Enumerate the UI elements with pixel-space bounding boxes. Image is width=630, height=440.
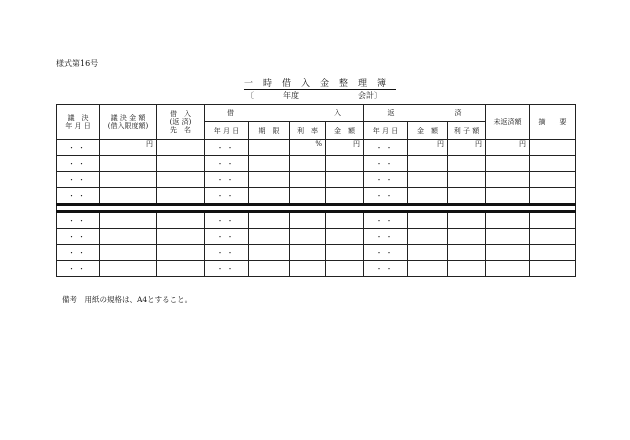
header-resolution-amount: 議 決 金 額 (借入限度額) <box>100 105 157 140</box>
cell-resolution-amount: 円 <box>100 140 157 156</box>
cell-borrow-amount: 円 <box>326 140 364 156</box>
header-lender: 借 入 (返 済) 先 名 <box>157 105 205 140</box>
cell-resolution-date: ・・ <box>57 156 100 172</box>
cell-outstanding: 円 <box>486 140 530 156</box>
document-title <box>0 76 630 89</box>
cell-resolution-date: ・・ <box>57 245 100 261</box>
header-borrowing-group: 借 入 <box>205 105 364 122</box>
cell-borrow-date: ・・ <box>205 245 249 261</box>
footnote: 備考 用紙の規格は、A4とすること。 <box>62 295 193 304</box>
table-row <box>57 245 576 261</box>
cell-repay-date: ・・ <box>364 212 408 229</box>
cell-lender <box>157 140 205 156</box>
table-row <box>57 261 576 277</box>
header-repayment-group: 返 済 <box>364 105 486 122</box>
header-summary: 摘 要 <box>530 105 576 140</box>
cell-resolution-date: ・・ <box>57 188 100 205</box>
header-outstanding: 未返済額 <box>486 105 530 140</box>
table-row <box>57 229 576 245</box>
ledger-table <box>56 104 576 277</box>
cell-summary <box>530 140 576 156</box>
header-repay-date: 年 月 日 <box>364 122 408 140</box>
table-row <box>57 156 576 172</box>
cell-borrow-date: ・・ <box>205 261 249 277</box>
header-borrow-term: 期 限 <box>249 122 290 140</box>
subtitle-account-label: 会計〕 <box>358 91 382 100</box>
form-number: 様式第16号 <box>56 59 99 68</box>
cell-borrow-rate: % <box>290 140 326 156</box>
header-borrow-amount: 金 額 <box>326 122 364 140</box>
subtitle-bracket: 〔 <box>246 91 254 100</box>
table-row <box>57 188 576 205</box>
cell-repay-date: ・・ <box>364 229 408 245</box>
cell-repay-date: ・・ <box>364 261 408 277</box>
table-row <box>57 140 576 156</box>
cell-repay-amount: 円 <box>408 140 448 156</box>
cell-resolution-date: ・・ <box>57 140 100 156</box>
cell-borrow-date: ・・ <box>205 188 249 205</box>
cell-borrow-date: ・・ <box>205 156 249 172</box>
cell-repay-date: ・・ <box>364 245 408 261</box>
header-borrow-rate: 利 率 <box>290 122 326 140</box>
document-title-text: 一時借入金整理簿 <box>243 79 396 89</box>
cell-borrow-date: ・・ <box>205 172 249 188</box>
cell-resolution-date: ・・ <box>57 229 100 245</box>
table-row <box>57 212 576 229</box>
cell-resolution-date: ・・ <box>57 261 100 277</box>
header-repay-interest: 利 子 額 <box>448 122 486 140</box>
header-resolution-date: 議 決 年 月 日 <box>57 105 100 140</box>
table-row <box>57 172 576 188</box>
header-borrow-date: 年 月 日 <box>205 122 249 140</box>
cell-resolution-date: ・・ <box>57 212 100 229</box>
cell-borrow-date: ・・ <box>205 140 249 156</box>
header-repay-amount: 金 額 <box>408 122 448 140</box>
cell-repay-date: ・・ <box>364 188 408 205</box>
cell-borrow-date: ・・ <box>205 212 249 229</box>
subtitle-year-label: 年度 <box>283 91 299 100</box>
cell-repay-date: ・・ <box>364 140 408 156</box>
cell-borrow-date: ・・ <box>205 229 249 245</box>
cell-resolution-date: ・・ <box>57 172 100 188</box>
cell-repay-interest: 円 <box>448 140 486 156</box>
cell-borrow-term <box>249 140 290 156</box>
cell-repay-date: ・・ <box>364 156 408 172</box>
section-divider <box>57 205 576 212</box>
cell-repay-date: ・・ <box>364 172 408 188</box>
